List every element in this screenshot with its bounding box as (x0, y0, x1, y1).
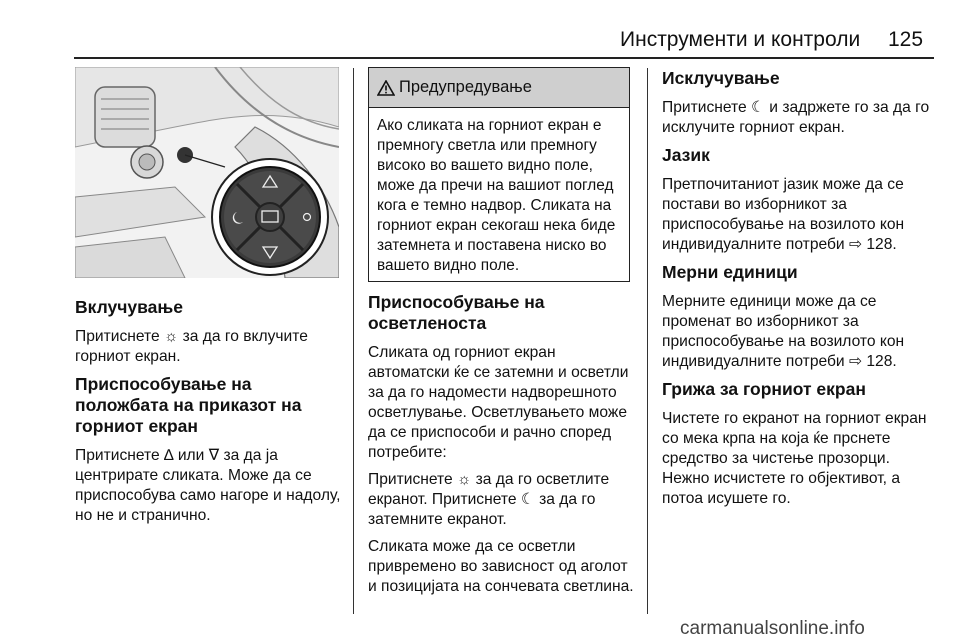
air-vent (95, 87, 155, 147)
heading-brightness: Приспособување на осветленоста (368, 292, 545, 333)
heading-switching-off: Исклучување (662, 68, 780, 88)
column-1 (75, 297, 343, 533)
warning-header (369, 68, 629, 108)
heading-language: Јазик (662, 145, 710, 165)
paragraph-switching-on: Притиснете ☼ за да го вклучите горниот екран. (75, 328, 308, 365)
warning-title: Предупредување (399, 78, 532, 96)
warning-text: Ако сликата на горниот екран е премногу светла или премногу високо во вашето видно поле, може да пречи на вашиот поглед кога е темно надвор. Сликата на горниот екран секогаш нека биде затемнета и поставена ниско во вашето видно поле. (377, 117, 616, 274)
paragraph-position-adjust: Притиснете ∆ или ∇ за да ја центрирате сликата. Може да се приспособува само нагоре и надолу, но не и странично. (75, 447, 341, 524)
column-2 (368, 292, 638, 604)
paragraph-brightness-auto: Сликата од горниот екран автоматски ќе се затемни и осветли за да го надомести надворешното осветлување. Осветлувањето може да се приспособи и рачно според потребите: (368, 344, 629, 461)
header-rule (74, 57, 934, 59)
heading-care: Грижа за горниот екран (662, 379, 866, 399)
paragraph-units: Мерните единици може да се променат во изборникот за приспособување на возилото кон индивидуалните потреби ⇨ 128. (662, 293, 905, 370)
running-header-title: Инструменти и контроли (620, 28, 861, 51)
heading-position-adjust: Приспособување на положбата на приказот на горниот екран (75, 374, 302, 436)
paragraph-language: Претпочитаниот јазик може да се постави во изборникот за приспособување на возилото кон индивидуалните потреби ⇨ 128. (662, 176, 905, 253)
paragraph-switching-off: Притиснете ☾ и задржете го за да го исклучите горниот екран. (662, 99, 930, 136)
paragraph-care: Чистете го екранот на горниот екран со мека крпа на која ќе прснете средство за чистење прозорци. Нежно исчистете го објективот, а потоа исушете го. (662, 410, 927, 507)
warning-box (368, 67, 630, 282)
warning-triangle-icon (377, 80, 395, 96)
column-divider-2 (647, 68, 648, 614)
hud-control-illustration (75, 67, 339, 278)
heading-switching-on: Вклучување (75, 297, 183, 317)
paragraph-brightness-sun: Сликата може да се осветли привремено во зависност од аголот и позицијата на сончевата светлина. (368, 538, 634, 595)
watermark: carmanualsonline.info (680, 618, 865, 639)
hud-control-pad (212, 159, 328, 275)
heading-units: Мерни единици (662, 262, 798, 282)
page-number: 125 (888, 28, 924, 51)
paragraph-brightness-manual: Притиснете ☼ за да го осветлите екранот. Притиснете ☾ за да го затемните екранот. (368, 471, 610, 528)
column-3 (662, 68, 930, 516)
column-divider-1 (353, 68, 354, 614)
